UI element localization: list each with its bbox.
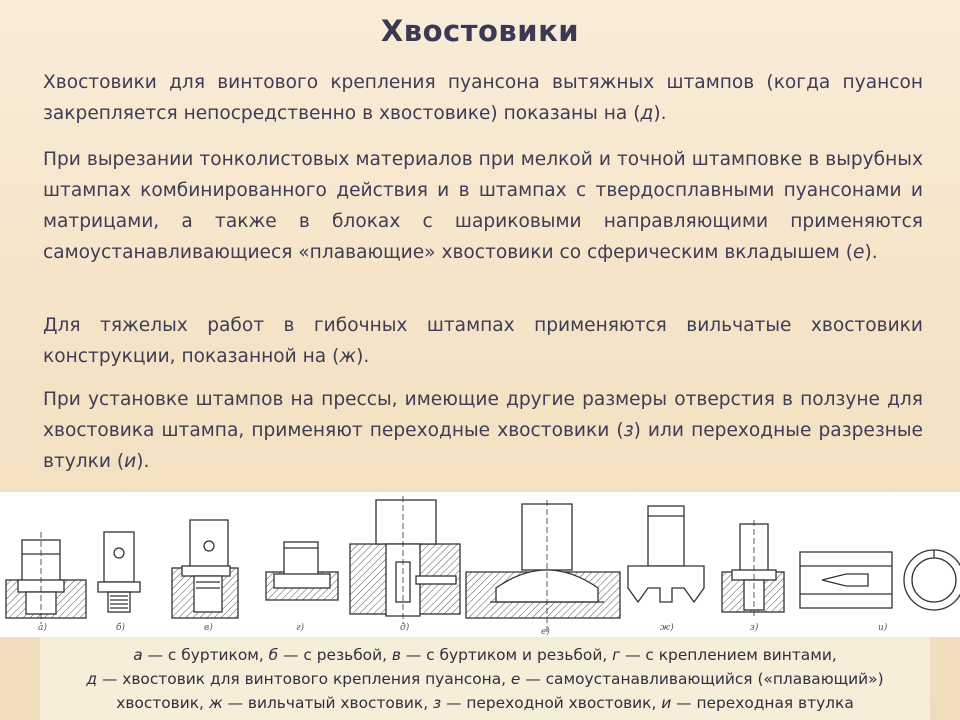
label-v: в) <box>204 623 213 633</box>
label-e: е) <box>541 627 550 637</box>
ref-i: и <box>124 451 137 472</box>
figure-labels <box>38 622 888 637</box>
shank-drawings-figure <box>0 492 960 637</box>
drawing-zh <box>628 506 704 602</box>
ref-d: д <box>640 103 654 124</box>
drawing-g <box>266 542 338 600</box>
paragraph-z-i: При установке штампов на прессы, имеющие другие размеры отверстия в ползуне для хвостовика штампа, применяют переходные хвостовики (з) или переходные разрезные втулки (и). <box>43 389 923 472</box>
drawing-a <box>6 532 86 624</box>
label-d: д) <box>400 623 410 633</box>
drawing-v <box>172 520 238 618</box>
label-g: г) <box>296 623 305 633</box>
paragraph-e: При вырезании тонколистовых материалов при мелкой и точной штамповке в вырубных штампах комбинированного действия и в штампах с твердосплавными пуансонами и матрицами, а также в блоках с шариковыми направляющими применяются самоустанавливающиеся «плавающие» хвостовики со сферическим вкладышем (е). <box>43 149 923 263</box>
caption-line-2: д — хвостовик для винтового крепления пуансона, е — самоустанавливающийся («плавающий») <box>86 670 884 688</box>
label-b: б) <box>116 623 126 633</box>
caption-line-3: хвостовик, ж — вильчатый хвостовик, з — переходной хвостовик, и — переходная втулка <box>116 694 854 712</box>
drawing-d <box>350 496 460 624</box>
paragraph-zh: Для тяжелых работ в гибочных штампах применяются вильчатые хвостовики конструкции, показанной на (ж). <box>43 315 923 367</box>
label-a: а) <box>38 623 47 633</box>
slide-title: Хвостовики <box>380 14 580 48</box>
figure-caption <box>40 637 930 720</box>
caption-line-1: а — с буртиком, б — с резьбой, в — с буртиком и резьбой, г — с креплением винтами, <box>133 646 837 664</box>
drawing-e <box>466 500 620 632</box>
ref-zh: ж <box>339 346 357 367</box>
label-z: з) <box>750 623 759 633</box>
paragraph-d: Хвостовики для винтового крепления пуансона вытяжных штампов (когда пуансон закрепляется непосредственно в хвостовике) показаны на (д). <box>43 72 923 124</box>
drawing-i <box>800 550 960 610</box>
ref-z: з <box>623 420 634 441</box>
label-zh: ж) <box>660 623 674 633</box>
drawing-b <box>98 532 140 612</box>
label-i: и) <box>878 623 888 633</box>
ref-e: е <box>853 242 865 263</box>
drawing-z <box>722 520 784 618</box>
